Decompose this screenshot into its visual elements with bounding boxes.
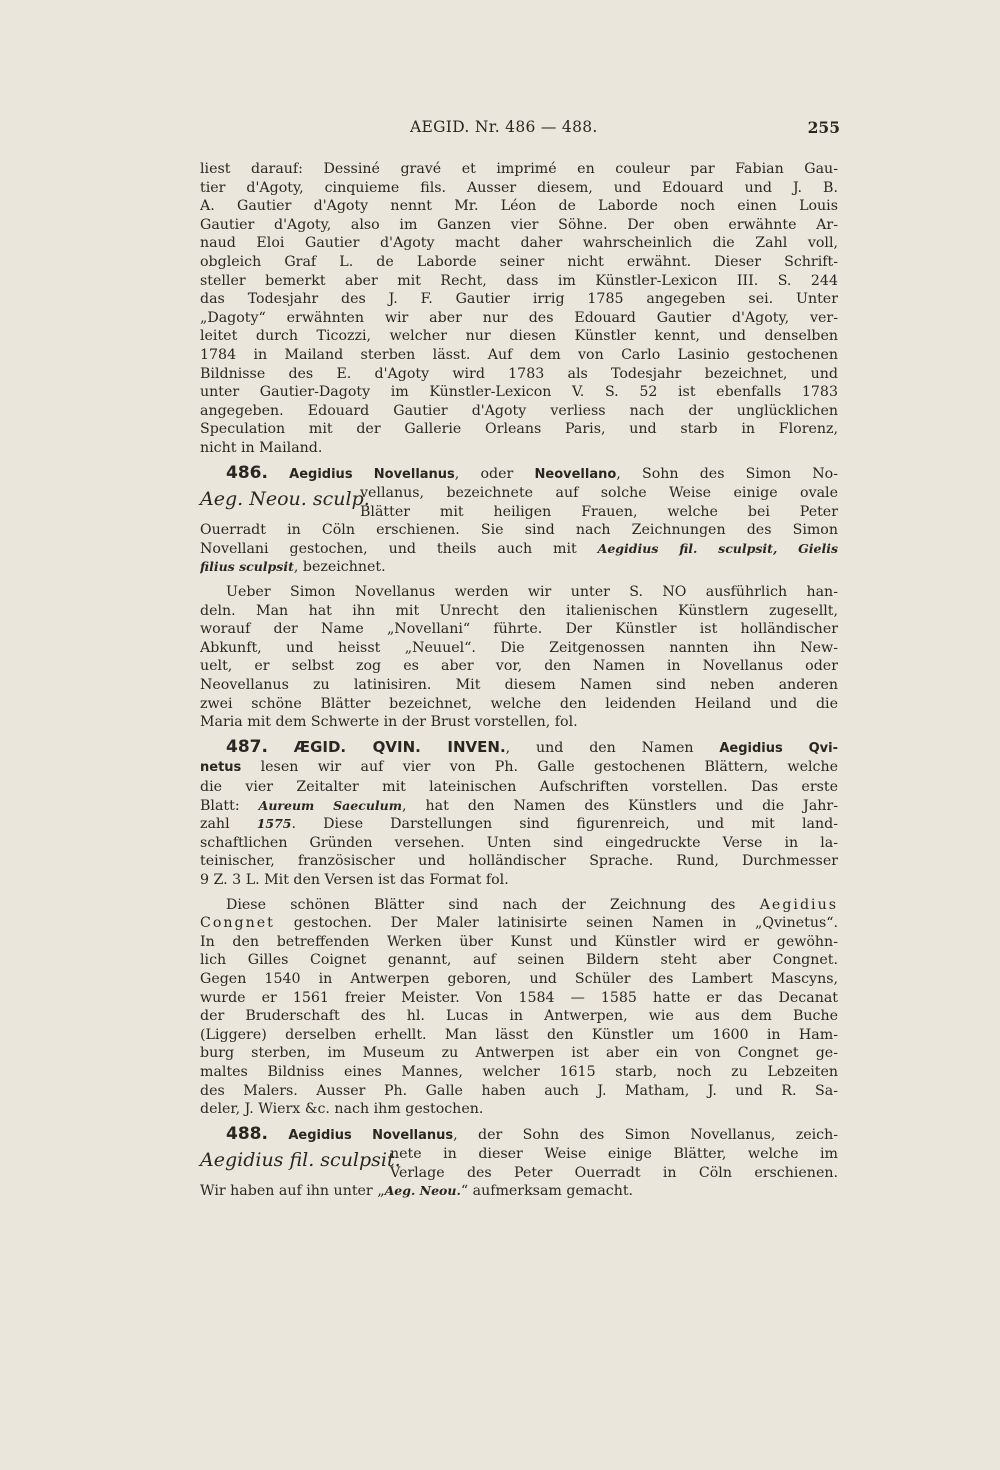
inscription: Aureum Saeculum	[258, 797, 402, 813]
text-line: Verlage des Peter Ouerradt in Cöln erschienen.	[390, 1164, 838, 1181]
text-line: teinischer, französischer und holländischer Sprache. Rund, Durchmesser	[200, 853, 838, 870]
page-number: 255	[807, 118, 840, 137]
text-line: die vier Zeitalter mit lateinischen Aufschriften vorstellen. Das erste	[200, 779, 838, 795]
text-line: maltes Bildniss eines Mannes, welcher 1615 starb, noch zu Lebzeiten	[200, 1063, 838, 1080]
entry-name: Aegidius Novellanus	[288, 1127, 454, 1143]
text-line: nicht in Mailand.	[200, 439, 323, 456]
text-line: zwei schöne Blätter bezeichnet, welche den leidenden Heiland und die	[200, 695, 838, 712]
text-line: steller bemerkt aber mit Recht, dass im Künstler-Lexicon III. S. 244	[200, 272, 838, 289]
text-line: deler, J. Wierx &c. nach ihm gestochen.	[200, 1101, 484, 1118]
text-span: , der Sohn des Simon Novellanus, zeich-	[453, 1126, 838, 1143]
text-line: Gegen 1540 in Antwerpen geboren, und Schüler des Lambert Mascyns,	[200, 970, 838, 987]
text-line: deln. Man hat ihn mit Unrecht den italienischen Künstlern zugesellt,	[200, 602, 838, 619]
text-line: worauf der Name „Novellani“ führte. Der Künstler ist holländischer	[200, 621, 838, 638]
text-line: lich Gilles Coignet genannt, auf seinen Bildern steht aber Congnet.	[200, 952, 838, 969]
text-span: gestochen. Der Maler latinisirte seinen Namen in „Qvinetus“.	[274, 915, 838, 932]
inscription: Aeg. Neou.	[384, 1183, 461, 1199]
text-line: 9 Z. 3 L. Mit den Versen ist das Format fol.	[200, 871, 509, 888]
entry-name-alt: Neovellano	[534, 466, 617, 482]
entry-number: 488.	[226, 1124, 268, 1144]
running-header	[200, 118, 840, 140]
entry-486-paragraph-2	[200, 583, 838, 732]
text-line: uelt, er selbst zog es aber vor, den Namen in Novellanus oder	[200, 658, 838, 675]
text-line: das Todesjahr des J. F. Gautier irrig 1785 angegeben sei. Unter	[200, 291, 838, 308]
artist-name-spaced: Congnet	[200, 915, 275, 932]
entry-name: netus	[200, 760, 242, 776]
engraving-signature: Aeg. Neou. sculp.	[200, 488, 370, 511]
inscription: filius sculpsit	[200, 559, 294, 575]
text-line: tier d'Agoty, cinquieme fils. Ausser diesem, und Edouard und J. B.	[200, 179, 838, 196]
entry-name: Aegidius Novellanus	[289, 466, 455, 482]
text-line: Bildnisse des E. d'Agoty wird 1783 als Todesjahr bezeichnet, und	[200, 365, 838, 382]
text-line: burg sterben, im Museum zu Antwerpen ist aber ein von Congnet ge-	[200, 1045, 838, 1062]
text-line: (Liggere) derselben erhellt. Man lässt den Künstler um 1600 in Ham-	[200, 1026, 838, 1043]
inscription: Aegidius fil. sculpsit, Gielis	[597, 540, 838, 556]
text-span: , und den Namen	[505, 739, 720, 756]
artist-name-spaced: Aegidius	[759, 896, 838, 913]
inscription-caps: ÆGID. QVIN. INVEN.	[293, 737, 506, 756]
text-line: In den betreffenden Werken über Kunst und Künstler wird er gewöhn-	[200, 933, 838, 950]
inscription-year: 1575	[256, 816, 292, 832]
text-line: leitet durch Ticozzi, welcher nur diesen Künstler kennt, und denselben	[200, 328, 838, 345]
running-title: AEGID. Nr. 486 — 488.	[410, 118, 598, 136]
text-line: unter Gautier-Dagoty im Künstler-Lexicon V. S. 52 ist ebenfalls 1783	[200, 384, 838, 401]
text-line: Neovellanus zu latinisiren. Mit diesem Namen sind neben anderen	[200, 677, 838, 694]
text-line: angegeben. Edouard Gautier d'Agoty verliess nach der unglücklichen	[200, 402, 838, 419]
entry-487-paragraph-2	[200, 933, 838, 1119]
text-line: Maria mit dem Schwerte in der Brust vorstellen, fol.	[200, 714, 578, 731]
entry-487	[200, 738, 838, 1119]
text-line: „Dagoty“ erwähnten wir aber nur des Edouard Gautier d'Agoty, ver-	[200, 309, 838, 326]
text-span: , hat den Namen des Künstlers und die Jahr-	[402, 797, 838, 814]
text-line: Ouerradt in Cöln erschienen. Sie sind nach Zeichnungen des Simon	[200, 522, 838, 539]
text-span: Blatt:	[200, 797, 259, 814]
text-line: des Malers. Ausser Ph. Galle haben auch J. Matham, J. und R. Sa-	[200, 1082, 838, 1099]
text-span: “ aufmerksam gemacht.	[460, 1183, 634, 1200]
text-line: schaftlichen Gründen versehen. Unten sind eingedruckte Verse in la-	[200, 834, 838, 851]
text-line: vellanus, bezeichnete auf solche Weise einige ovale	[360, 485, 838, 502]
text-span: Novellani gestochen, und theils auch mit	[200, 540, 598, 557]
text-line: Speculation mit der Gallerie Orleans Paris, und starb in Florenz,	[200, 421, 838, 438]
entry-486	[200, 464, 838, 732]
entry-488	[200, 1125, 838, 1201]
text-line: Blätter mit heiligen Frauen, welche bei Peter	[360, 503, 838, 520]
body-text	[200, 160, 838, 1201]
text-line: Ueber Simon Novellanus werden wir unter S. NO ausführlich han-	[226, 584, 838, 601]
text-line: obgleich Graf L. de Laborde seiner nicht erwähnt. Dieser Schrift-	[200, 253, 838, 270]
text-line: der Bruderschaft des hl. Lucas in Antwerpen, wie aus dem Buche	[200, 1008, 838, 1025]
text-line: Gautier d'Agoty, also im Ganzen vier Söhne. Der oben erwähnte Ar-	[200, 216, 838, 233]
text-line: A. Gautier d'Agoty nennt Mr. Léon de Laborde noch einen Louis	[200, 198, 838, 215]
entry-number: 487.	[226, 737, 268, 757]
text-span: , Sohn des Simon No-	[616, 465, 838, 482]
text-line: naud Eloi Gautier d'Agoty macht daher wahrscheinlich die Zahl voll,	[200, 235, 838, 252]
text-span: lesen wir auf vier von Ph. Galle gestochenen Blättern, welche	[241, 759, 838, 776]
entry-number: 486.	[226, 463, 268, 483]
text-span: Wir haben auf ihn unter „	[200, 1183, 385, 1200]
intro-paragraph	[200, 160, 838, 458]
text-span: . Diese Darstellungen sind figurenreich, und mit land-	[291, 816, 838, 833]
engraving-signature: Aegidius fil. sculpsit.	[200, 1149, 401, 1172]
entry-487-lines	[200, 834, 838, 890]
text-line: 1784 in Mailand sterben lässt. Auf dem von Carlo Lasinio gestochenen	[200, 346, 838, 363]
text-line: wurde er 1561 freier Meister. Von 1584 — 1585 hatte er das Decanat	[200, 989, 838, 1006]
text-span: , bezeichnet.	[293, 559, 386, 576]
text-span: zahl	[200, 816, 257, 833]
text-span: , oder	[454, 465, 535, 482]
text-span: Diese schönen Blätter sind nach der Zeichnung des	[226, 896, 760, 913]
text-line: Abkunft, und heisst „Neuuel“. Die Zeitgenossen nannten ihn New-	[200, 639, 838, 656]
text-line: liest darauf: Dessiné gravé et imprimé en couleur par Fabian Gau-	[200, 161, 838, 177]
entry-name: Aegidius Qvi-	[719, 740, 838, 756]
text-line: nete in dieser Weise einige Blätter, welche im	[390, 1146, 838, 1163]
